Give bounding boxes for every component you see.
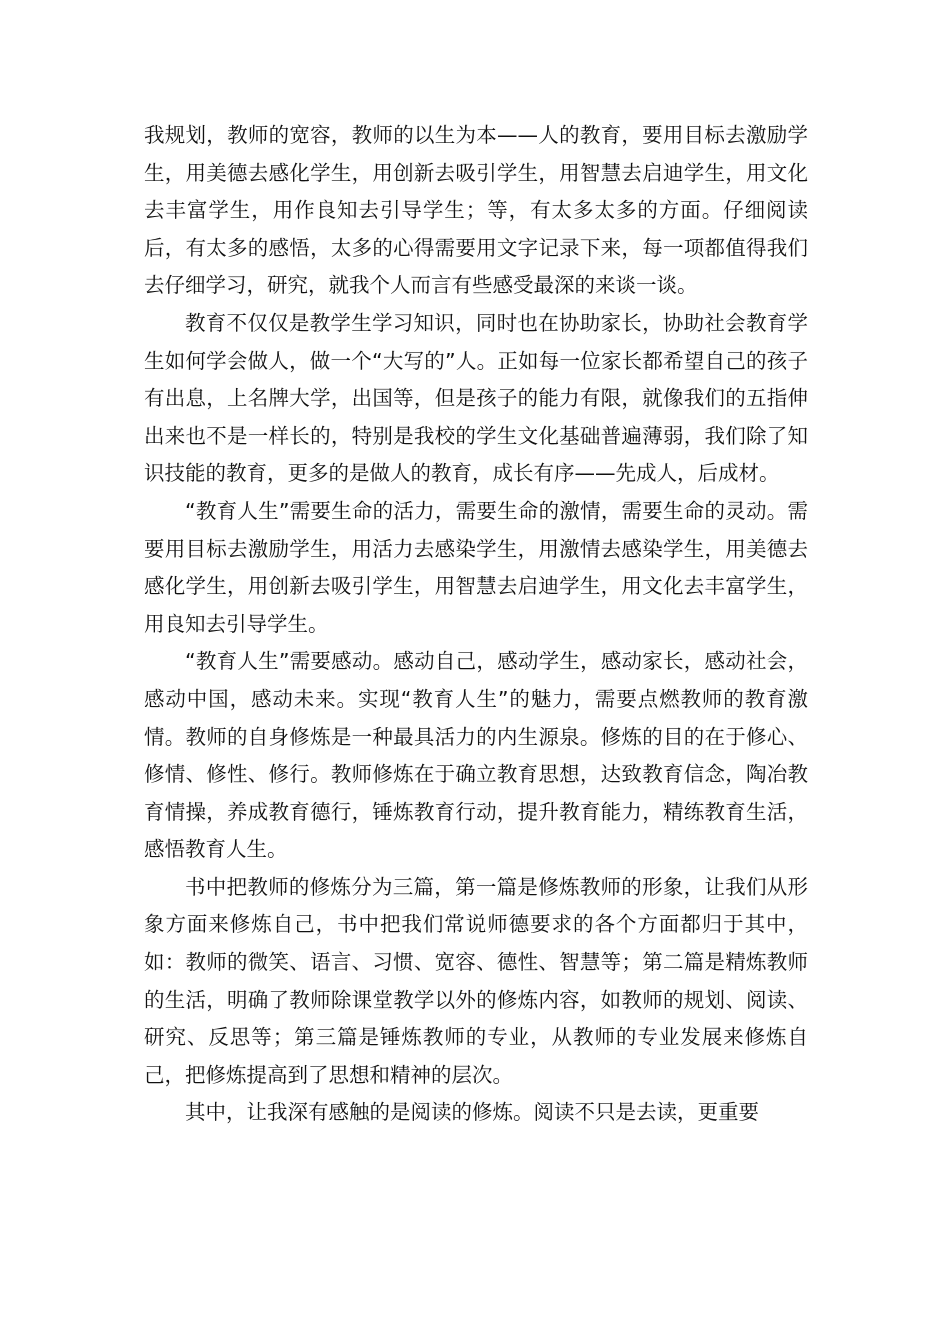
paragraph-three-parts: 书中把教师的修炼分为三篇，第一篇是修炼教师的形象，让我们从形象方面来修炼自己，书中把我们常说师德要求的各个方面都归于其中，如：教师的微笑、语言、习惯、宽容、德性、智慧等；第二篇是精炼教师的生活，明确了教师除课堂教学以外的修炼内容，如教师的规划、阅读、研究、反思等；第三篇是锤炼教师的专业，从教师的专业发展来修炼自己，把修炼提高到了思想和精神的层次。	[144, 874, 808, 1087]
paragraph-education-life-vitality: “教育人生”需要生命的活力，需要生命的激情，需要生命的灵动。需要用目标去激励学生，用活力去感染学生，用激情去感染学生，用美德去感化学生，用创新去吸引学生，用智慧去启迪学生，用文化去丰富学生，用良知去引导学生。	[144, 498, 808, 636]
paragraph-continuation: 我规划，教师的宽容，教师的以生为本——人的教育，要用目标去激励学生，用美德去感化学生，用创新去吸引学生，用智慧去启迪学生，用文化去丰富学生，用作良知去引导学生；等，有太多太多的方面。仔细阅读后，有太多的感悟，太多的心得需要用文字记录下来，每一项都值得我们去仔细学习，研究，就我个人而言有些感受最深的来谈一谈。	[144, 123, 808, 298]
paragraph-reading-cultivation: 其中，让我深有感触的是阅读的修炼。阅读不只是去读，更重要	[185, 1100, 759, 1125]
body-text	[144, 117, 808, 1132]
paragraph-education-not-only-knowledge: 教育不仅仅是教学生学习知识，同时也在协助家长，协助社会教育学生如何学会做人，做一个“大写的”人。正如每一位家长都希望自己的孩子有出息，上名牌大学，出国等，但是孩子的能力有限，就像我们的五指伸出来也不是一样长的，特别是我校的学生文化基础普遍薄弱，我们除了知识技能的教育，更多的是做人的教育，成长有序——先成人，后成材。	[144, 310, 808, 486]
paragraph-education-life-moving: “教育人生”需要感动。感动自己，感动学生，感动家长，感动社会，感动中国，感动未来。实现“教育人生”的魅力，需要点燃教师的教育激情。教师的自身修炼是一种最具活力的内生源泉。修炼的目的在于修心、修情、修性、修行。教师修炼在于确立教育思想，达致教育信念，陶冶教育情操，养成教育德行，锤炼教育行动，提升教育能力，精练教育生活，感悟教育人生。	[144, 649, 808, 862]
